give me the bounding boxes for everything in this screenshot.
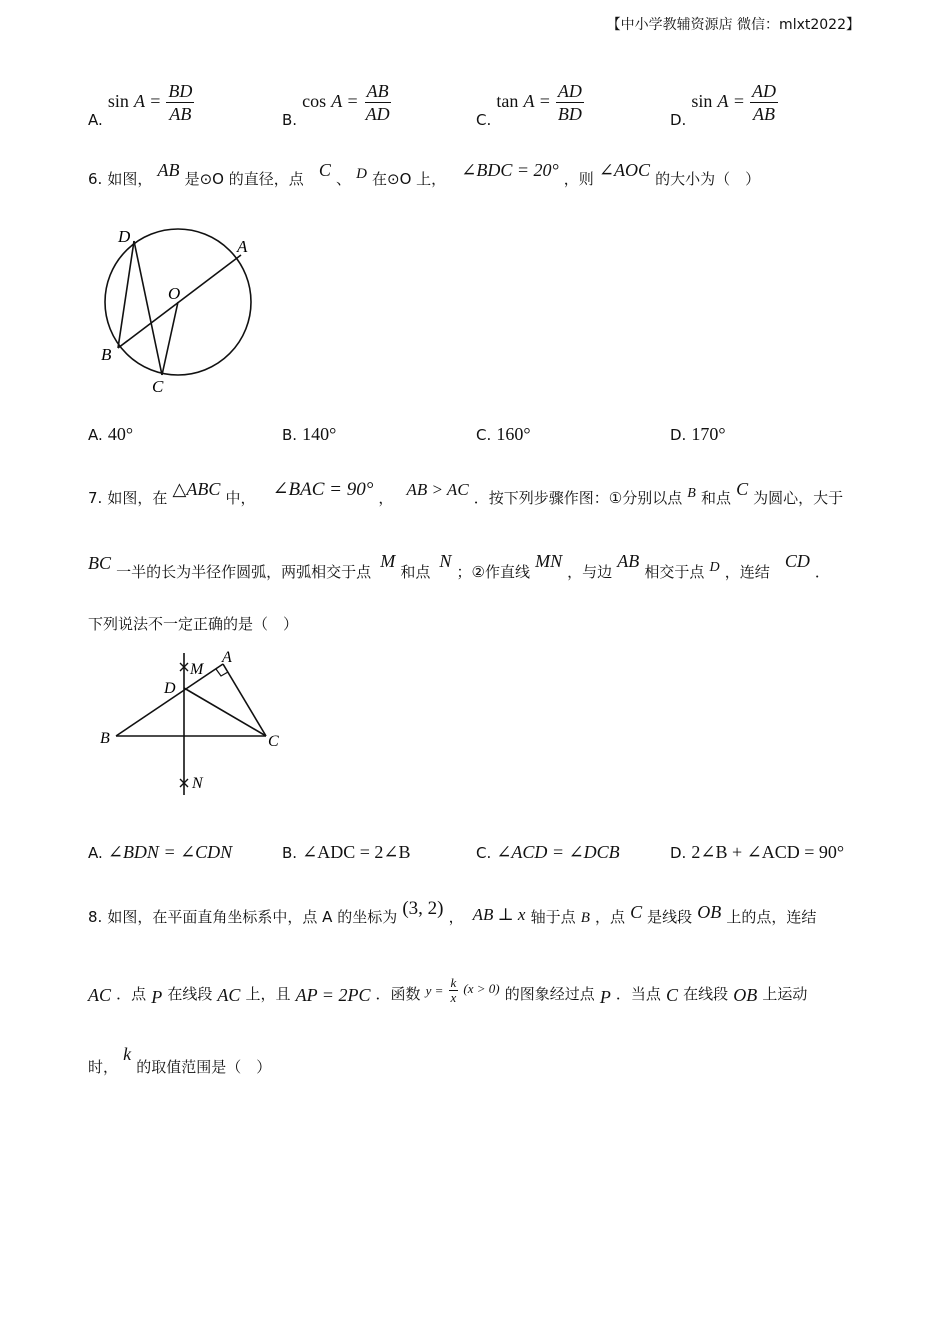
math: D [356,166,367,182]
math: OB [697,902,722,922]
option-letter: D. [670,426,687,444]
label-b: B [101,345,112,364]
text: 的取值范围是（ ） [136,1058,272,1076]
math: AC [217,985,241,1005]
math: C [666,985,679,1005]
q7-option-d [670,842,844,863]
text: 为圆心，大于 [753,489,844,507]
trig-fn: sin [107,91,129,111]
question-number: 6. [88,170,103,188]
text: 的图象经过点 [504,985,595,1003]
math: (x > 0) [463,981,500,996]
text: ．函数 [375,985,421,1003]
math: D [709,560,720,575]
q8-stem-line3 [88,1044,272,1077]
option-value: 170° [691,424,726,444]
text: 上运动 [762,985,808,1003]
fraction: $\frac{AB}{AD}$ [365,81,390,124]
trig-var: A = [133,91,162,111]
option-letter: C. [476,844,492,862]
math: C [318,160,331,180]
q7-stem-line1 [88,479,844,509]
math: C [630,902,643,922]
text: 时， [88,1058,119,1076]
q7-option-a [88,842,232,863]
segment-ac [223,664,266,736]
text: ． [814,563,830,581]
math: OB [733,985,758,1005]
text: ．当点 [615,985,661,1003]
label-a: A [237,237,248,256]
math: N [439,551,452,571]
q8-stem-line1 [88,898,817,928]
text: 是线段 [647,908,693,926]
math: B [687,486,696,501]
q6-option-b [282,424,336,445]
text: ，则 [563,170,594,188]
text: ，点 [594,908,625,926]
trig-var: A = [717,91,745,111]
option-value: ∠ADC = 2∠B [302,842,411,862]
trig-var: A = [331,91,359,111]
text: ，与边 [567,563,613,581]
label-n: N [192,775,203,792]
math: AB [617,551,640,571]
math: ∠BDC = 20° [461,160,559,180]
math: M [380,551,396,571]
text: ， [448,908,464,926]
text: 和点 [700,489,731,507]
text: ．按下列步骤作图：①分别以点 [473,489,683,507]
label-a: A [222,649,232,666]
text: 是⊙O 的直径，点 [184,170,304,188]
text: 中， [225,489,256,507]
option-letter: A. [88,844,103,862]
segment-dc [134,241,162,375]
text: ．点 [116,985,147,1003]
option-value: 40° [107,424,134,444]
text: 上，且 [245,985,291,1003]
text: 在线段 [167,985,213,1003]
text: 在⊙O 上， [372,170,447,188]
math: B [580,910,590,926]
option-value: ∠ACD = ∠DCB [496,842,620,862]
fraction: $\frac{BD}{AB}$ [168,81,193,124]
option-letter: C. [476,111,492,129]
text: 在线段 [683,985,729,1003]
question-number: 7. [88,489,103,507]
math: k [123,1044,132,1064]
q5-option-c [476,80,584,129]
option-letter: A. [88,426,103,444]
text: 和点 [400,563,431,581]
trig-fn: cos [302,91,327,111]
q7-option-c [476,842,620,863]
text: 如图，在平面直角坐标系中，点 A 的坐标为 [107,908,398,926]
math: ∠BAC = 90° [272,479,374,500]
text: 如图，在 [107,489,168,507]
q7-option-b [282,842,410,863]
text: 一半的长为半径作圆弧，两弧相交于点 [116,563,372,581]
fraction: $\frac{k}{x}$ [450,975,457,1005]
header-watermark: 【中小学教辅资源店 微信：mlxt2022】 [606,17,860,33]
math: AB ⊥ x [472,905,526,924]
text: 如图， [107,170,153,188]
option-letter: A. [88,111,103,129]
text: 相交于点 [644,563,705,581]
math: y = [425,983,444,998]
math: AC [88,985,112,1005]
label-o: O [168,284,181,303]
label-d: D [164,680,176,697]
math: MN [535,551,563,571]
math: (3, 2) [402,898,444,919]
label-m: M [190,661,204,678]
fraction: $\frac{AD}{BD}$ [557,81,582,124]
text: 轴于点 [530,908,576,926]
math: P [599,987,611,1007]
math: AP = 2PC [295,985,371,1005]
option-letter: B. [282,111,298,129]
label-c: C [152,377,164,396]
option-letter: D. [670,111,687,129]
math: P [151,987,163,1007]
option-letter: B. [282,426,298,444]
q8-stem-line2 [88,975,808,1009]
option-value: 140° [302,424,337,444]
q7-stem-line3: 下列说法不一定正确的是（ ） [88,615,299,633]
text: 、 [335,170,351,188]
q6-option-c [476,424,531,445]
segment-ba [116,664,223,736]
label-b: B [100,730,110,747]
text: ， [378,489,394,507]
trig-fn: tan [496,91,519,111]
segment-dc [184,688,266,736]
fraction: $\frac{AD}{AB}$ [751,81,776,124]
q5-option-a [88,80,194,129]
label-d: D [118,227,131,246]
q7-triangle-figure [96,645,296,805]
option-letter: C. [476,426,492,444]
text: ；②作直线 [456,563,530,581]
option-value: 160° [496,424,531,444]
label-c: C [268,733,279,750]
math: BC [88,553,112,573]
math: △ABC [172,479,221,499]
math: CD [784,551,810,571]
text: 上的点，连结 [726,908,817,926]
option-letter: B. [282,844,298,862]
q6-stem [88,160,761,189]
q5-option-b [282,80,392,129]
option-value: ∠BDN = ∠CDN [107,842,233,862]
math: AB > AC [406,480,469,499]
text: 的大小为（ ） [655,170,761,188]
q7-stem-line2 [88,551,830,582]
option-value: 2∠B + ∠ACD = 90° [691,842,845,862]
math: ∠AOC [598,160,650,180]
q6-option-a [88,424,133,445]
trig-fn: sin [691,91,713,111]
text: ，连结 [724,563,770,581]
q5-option-d [670,80,778,129]
math: AB [157,160,180,180]
q6-option-d [670,424,726,445]
question-number: 8. [88,908,103,926]
trig-var: A = [523,91,551,111]
math: C [736,479,749,499]
q6-circle-figure [96,222,266,400]
option-letter: D. [670,844,687,862]
